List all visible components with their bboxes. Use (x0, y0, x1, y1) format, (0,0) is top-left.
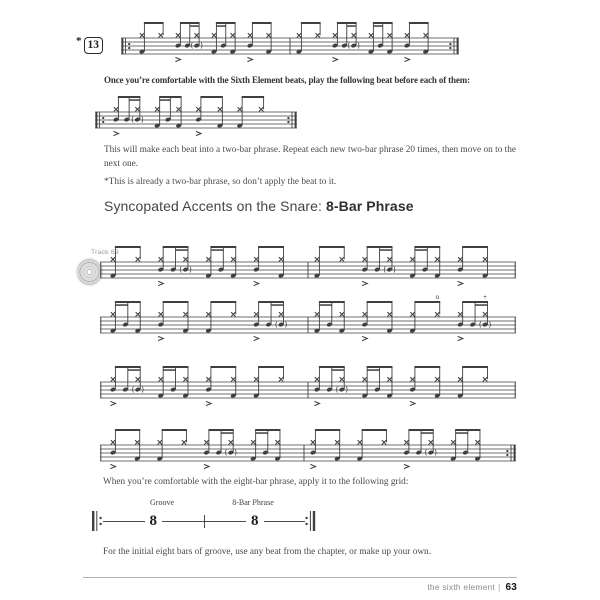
footer-separator: | (498, 582, 501, 592)
grid-line-segment (103, 521, 145, 522)
phrase-notation-staff-3 (100, 358, 516, 410)
exercise-number-box: 13 (84, 37, 104, 54)
practice-grid (92, 498, 316, 538)
grid-measure-row (92, 510, 316, 532)
svg-text:+: + (483, 294, 487, 301)
phrase-notation-staff-1 (100, 238, 516, 290)
intro-paragraph: Once you’re comfortable with the Sixth Element beats, play the following beat before each of them: (104, 75, 470, 85)
footer (260, 582, 517, 593)
grid-left-count: 8 (149, 513, 157, 529)
exercise-asterisk: * (76, 35, 82, 47)
grid-intro-paragraph: When you’re comfortable with the eight-bar phrase, apply it to the following grid: (103, 477, 409, 487)
grid-line-segment (162, 521, 204, 522)
svg-text:o: o (435, 294, 440, 301)
footer-page-number: 63 (505, 582, 517, 593)
footer-chapter-title: the sixth element (427, 582, 496, 592)
cd-disc-icon (77, 259, 102, 285)
grid-line-segment (205, 521, 247, 522)
phrase-notation-staff-2 (100, 293, 516, 345)
two-bar-paragraph: This will make each beat into a two-bar phrase. Repeat each new two-bar phrase 20 times, then move on to the next one. (104, 145, 517, 169)
section-heading-text: Syncopated Accents on the Snare: (104, 198, 327, 214)
grid-right-count: 8 (251, 513, 259, 529)
grid-right-label: 8-Bar Phrase (232, 498, 274, 507)
grid-start-repeat-icon (92, 511, 103, 531)
track-label: Track 69 (91, 249, 119, 256)
closing-paragraph: For the initial eight bars of groove, use any beat from the chapter, or make up your own. (103, 547, 432, 557)
phrase-notation-staff-4 (100, 421, 516, 473)
footer-rule (83, 577, 517, 578)
exercise-13-notation-staff (121, 14, 459, 66)
footnote-paragraph: *This is already a two-bar phrase, so don’t apply the beat to it. (104, 177, 337, 187)
section-heading (104, 198, 414, 214)
pickup-beat-notation-staff (95, 88, 297, 140)
exercise-label (76, 37, 103, 54)
grid-line-segment (264, 521, 306, 522)
grid-end-repeat-icon (305, 511, 316, 531)
section-heading-highlight: 8-Bar Phrase (326, 198, 414, 214)
grid-left-label: Groove (150, 498, 174, 507)
